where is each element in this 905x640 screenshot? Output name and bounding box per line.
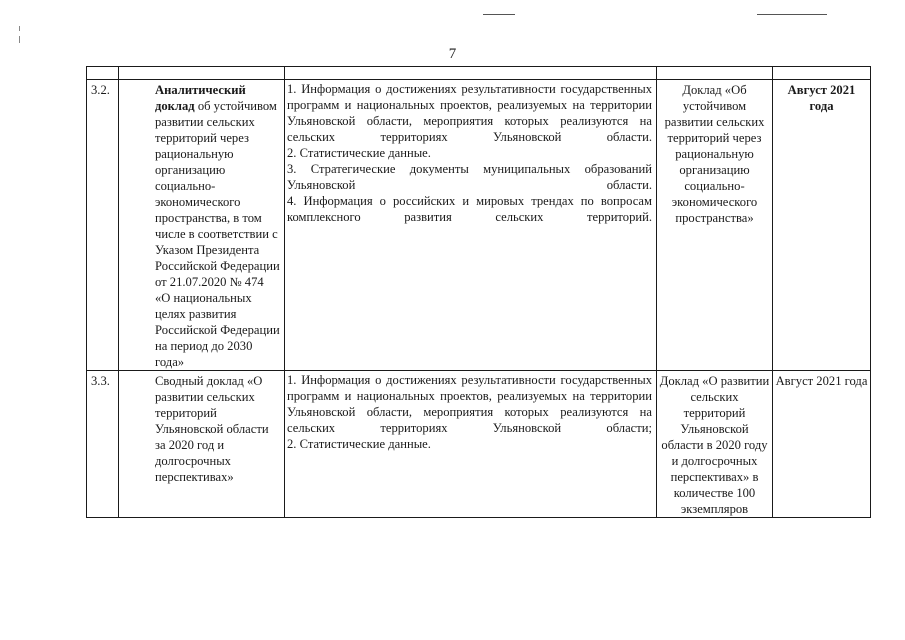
page-number: 7 [448,46,457,62]
result-document: Доклад «Об устойчивом развитии сельских территорий через рациональную организацию социально-экономического пространства» [657,80,773,371]
result-document: Доклад «О развитии сельских территорий Ульяновской области в 2020 году и долгосрочных перспективах» в количестве 100 экземпляров [657,371,773,518]
table-row [87,80,871,371]
scan-artifact-line [757,14,827,15]
scan-artifact-tick [19,26,20,31]
document-title-rest: об устойчивом развитии сельских территорий через рациональную организацию социально-экономического пространства, в том числе в соответствии с Указом Президента Российской Федерации от 21.07.2020 № 474 «О национальных целях развития Российской Федерации на период до 2030 года» [155,99,280,369]
table-header-cell [773,67,871,80]
information-item: 1. Информация о достижениях результативности государственных программ и национальных проектов, реализуемых на территории Ульяновской области, мероприятия которых реализуются на сельских территориях Ульяновской области. [287,82,652,144]
row-number: 3.2. [87,80,119,371]
information-sources [285,371,657,518]
table-header-cell [285,67,657,80]
table-header-cell [87,67,119,80]
information-item: 2. Статистические данные. [287,146,431,160]
information-item: 4. Информация о российских и мировых трендах по вопросам комплексного развития сельских территорий. [287,194,652,224]
row-number: 3.3. [87,371,119,518]
table-header-cell [119,67,285,80]
table-header-cell [657,67,773,80]
table-row [87,371,871,518]
information-sources [285,80,657,371]
deadline: Август 2021 года [773,80,871,371]
document-title-first-line: Аналитический доклад [155,83,246,113]
plan-table [86,66,871,518]
scan-artifact-line [483,14,515,15]
information-item: 2. Статистические данные. [287,437,431,451]
document-title [119,80,285,371]
information-item: 3. Стратегические документы муниципальных образований Ульяновской области. [287,162,652,192]
scan-artifact-tick [19,36,20,43]
information-item: 1. Информация о достижениях результативности государственных программ и национальных проектов, реализуемых на территории Ульяновской области, мероприятия которых реализуются на сельских территориях Ульяновской области; [287,373,652,435]
table-header-row [87,67,871,80]
document-title: Сводный доклад «О развитии сельских территорий Ульяновской области за 2020 год и долгосрочных перспективах» [119,371,285,518]
deadline: Август 2021 года [773,371,871,518]
